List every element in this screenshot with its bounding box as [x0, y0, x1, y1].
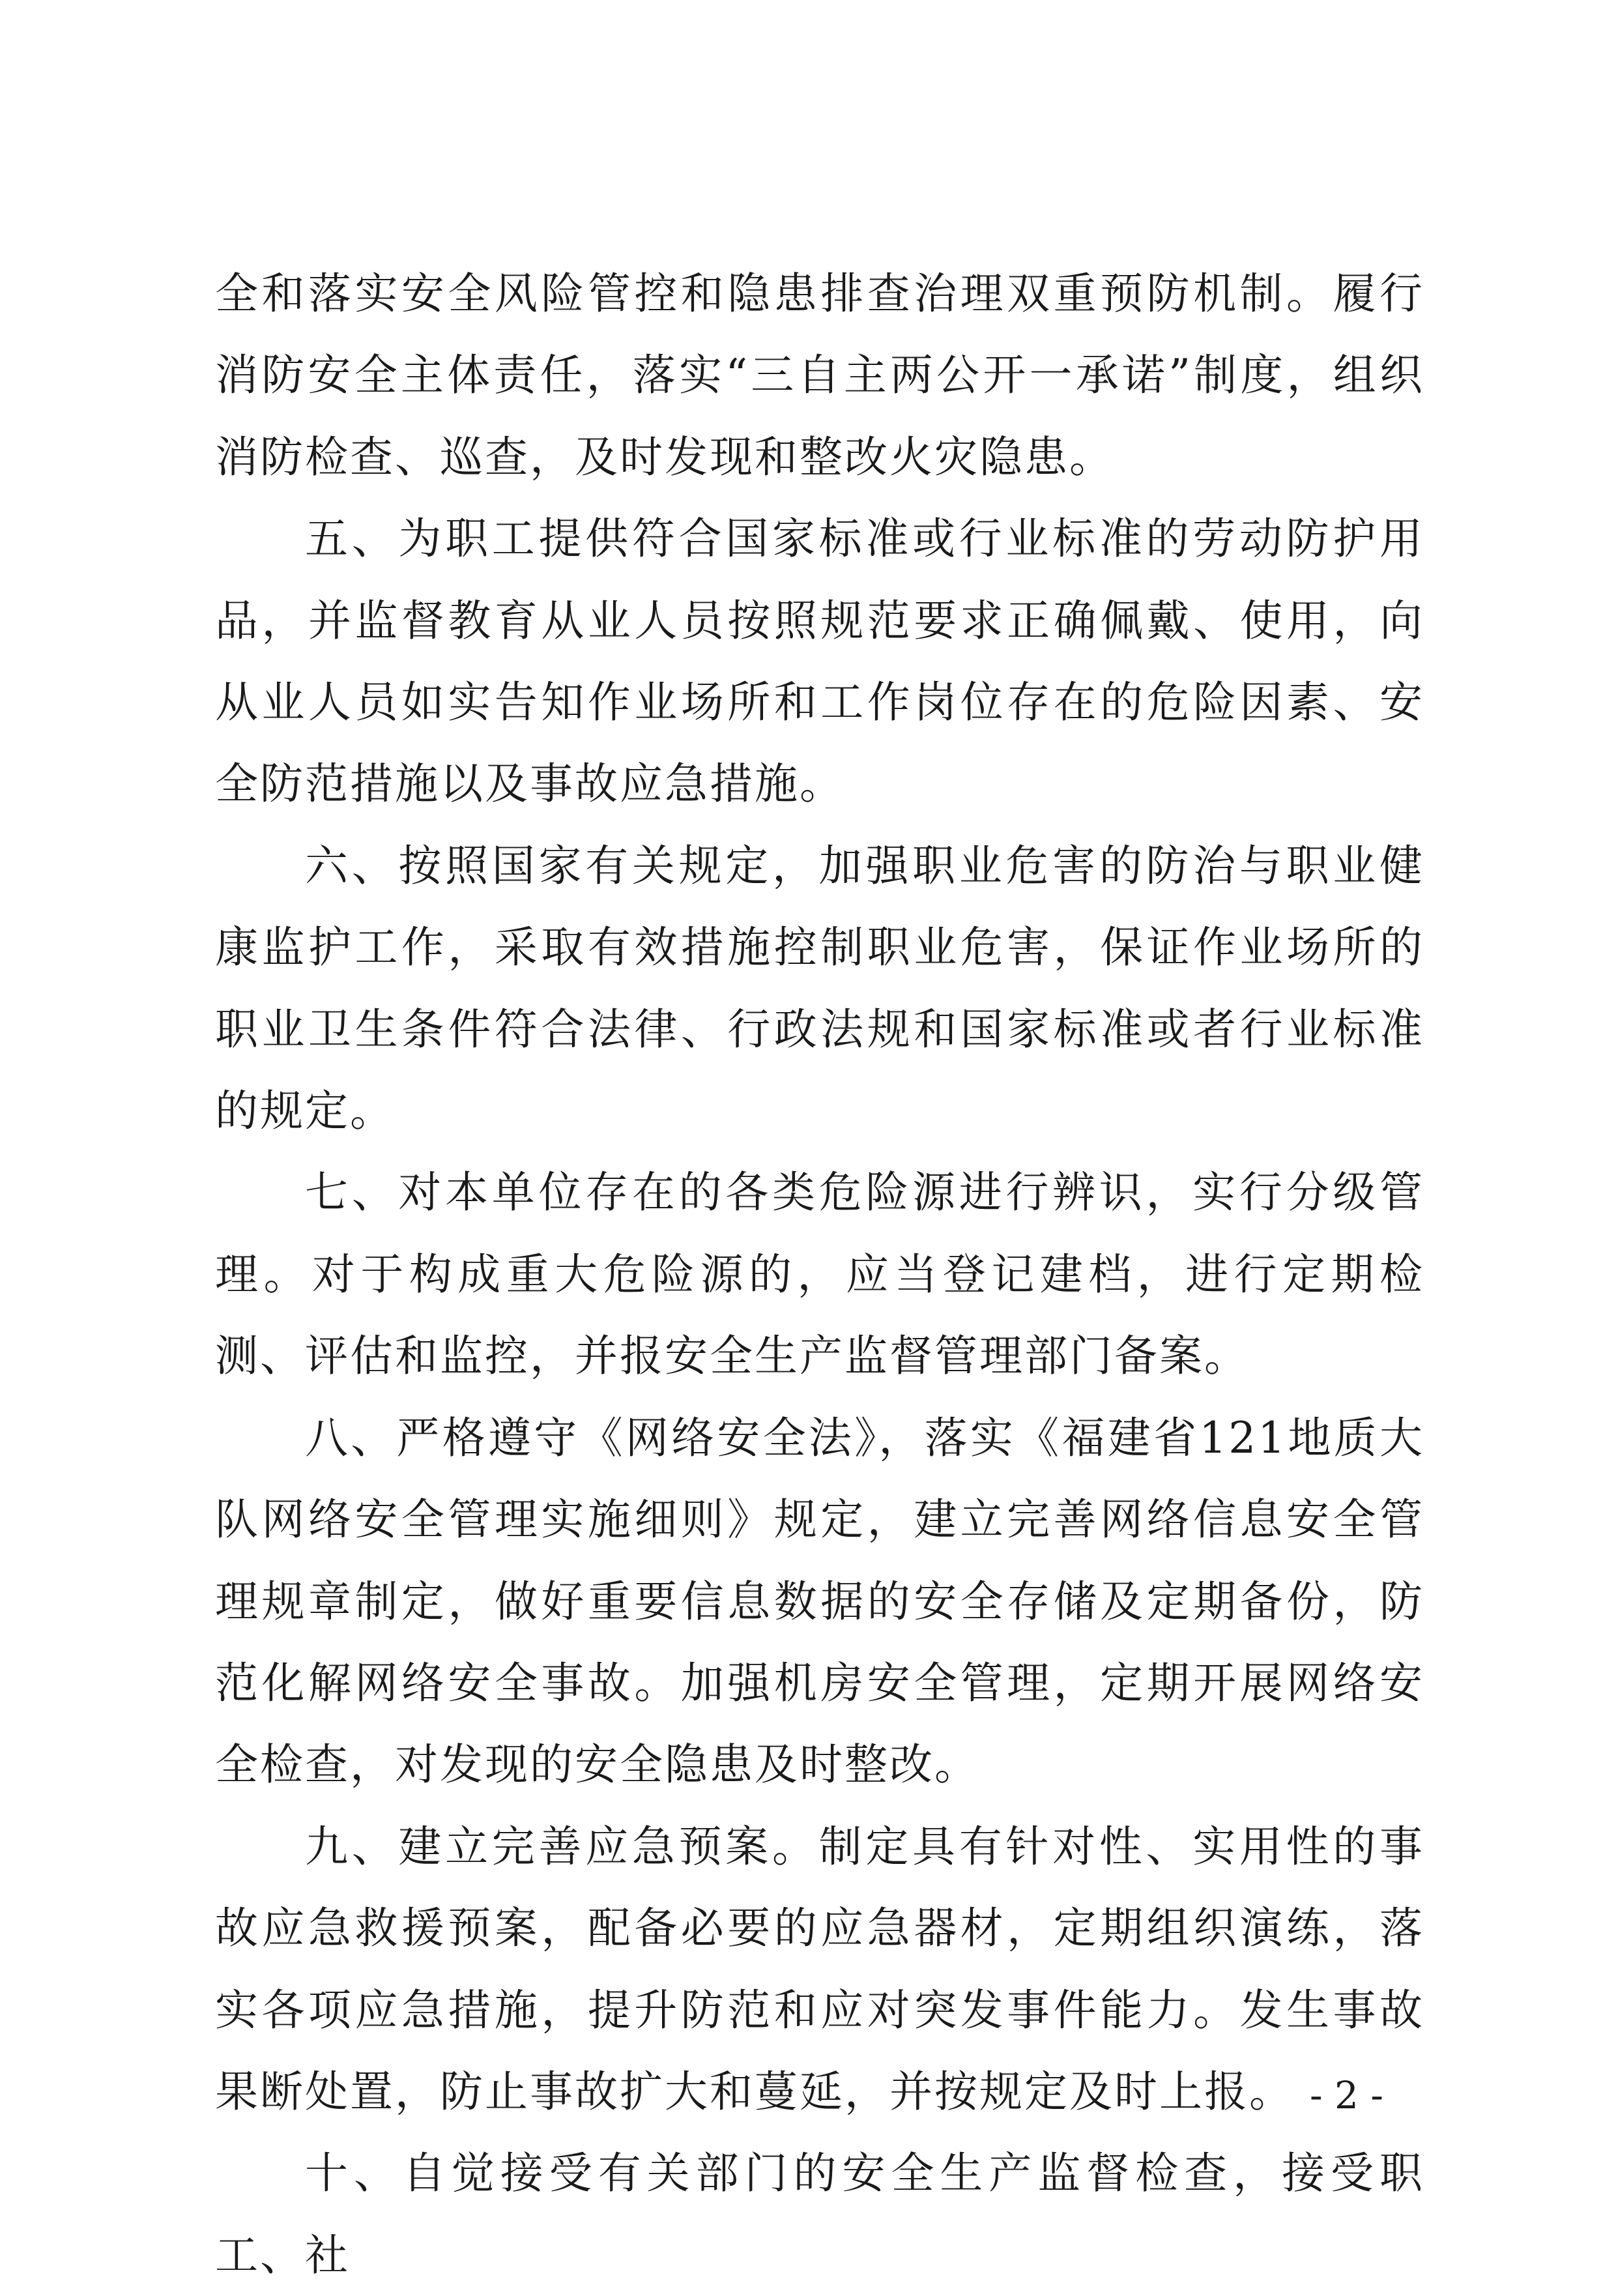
- paragraph-continuation: 全和落实安全风险管控和隐患排查治理双重预防机制。履行消防安全主体责任，落实“三自主两公开一承诺”制度，组织消防检查、巡查，及时发现和整改火灾隐患。: [215, 269, 1424, 482]
- paragraph-item-6: 六、按照国家有关规定，加强职业危害的防治与职业健康监护工作，采取有效措施控制职业危害，保证作业场所的职业卫生条件符合法律、行政法规和国家标准或者行业标准的规定。: [215, 840, 1424, 1137]
- document-body: [215, 253, 1424, 2296]
- paragraph-item-5: 五、为职工提供符合国家标准或行业标准的劳动防护用品，并监督教育从业人员按照规范要求正确佩戴、使用，向从业人员如实告知作业场所和工作岗位存在的危险因素、安全防范措施以及事故应急措施。: [215, 514, 1424, 809]
- paragraph-item-9: 九、建立完善应急预案。制定具有针对性、实用性的事故应急救援预案，配备必要的应急器材，定期组织演练，落实各项应急措施，提升防范和应对突发事件能力。发生事故果断处置，防止事故扩大和蔓延，并按规定及时上报。: [215, 1821, 1424, 2117]
- paragraph-item-10: 十、自觉接受有关部门的安全生产监督检查，接受职工、社: [215, 2148, 1424, 2280]
- paragraph-item-8: 八、严格遵守《网络安全法》，落实《福建省121地质大队网络安全管理实施细则》规定，建立完善网络信息安全管理规章制定，做好重要信息数据的安全存储及定期备份，防范化解网络安全事故。加强机房安全管理，定期开展网络安全检查，对发现的安全隐患及时整改。: [215, 1412, 1424, 1790]
- paragraph-item-7: 七、对本单位存在的各类危险源进行辨识，实行分级管理。对于构成重大危险源的，应当登记建档，进行定期检测、评估和监控，并报安全生产监督管理部门备案。: [215, 1167, 1424, 1382]
- page-number: - 2 -: [1310, 2073, 1383, 2117]
